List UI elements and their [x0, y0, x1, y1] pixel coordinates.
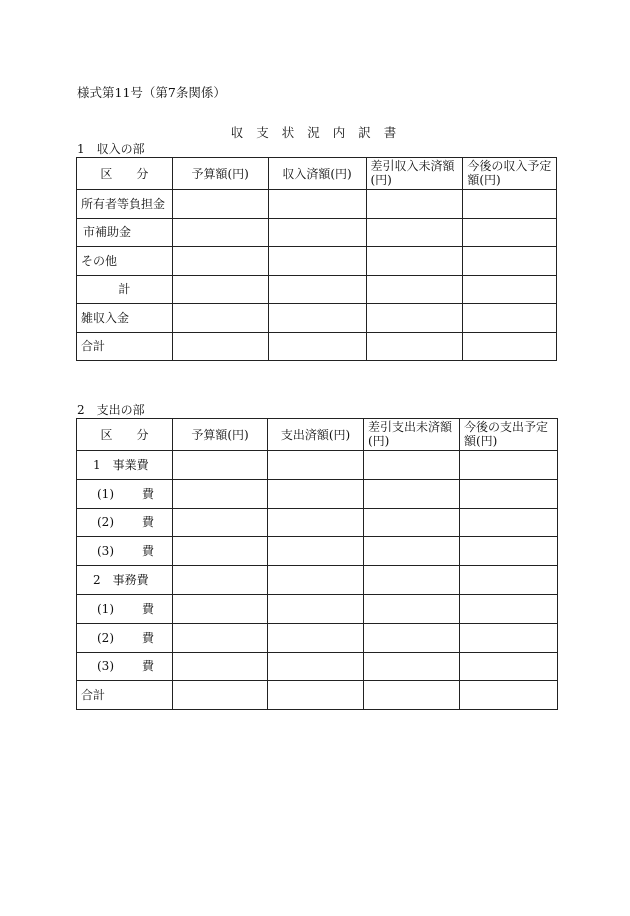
- table-row: [77, 537, 558, 566]
- input-cell[interactable]: [173, 566, 268, 595]
- input-cell[interactable]: [364, 508, 460, 537]
- income-header-row: [77, 158, 557, 190]
- header-unpaid: 差引支出未済額(円): [364, 419, 460, 451]
- input-cell[interactable]: [268, 623, 364, 652]
- input-cell[interactable]: [268, 594, 364, 623]
- input-cell[interactable]: [366, 332, 463, 361]
- row-label-subtotal: 計: [77, 275, 173, 304]
- header-category: 区 分: [77, 419, 173, 451]
- row-label-owner-burden: 所有者等負担金: [77, 190, 173, 219]
- input-cell[interactable]: [173, 508, 268, 537]
- table-row: [77, 332, 557, 361]
- income-section-heading: 1 収入の部: [77, 142, 145, 156]
- input-cell[interactable]: [268, 275, 366, 304]
- input-cell[interactable]: [268, 681, 364, 710]
- expense-header-row: [77, 419, 558, 451]
- input-cell[interactable]: [172, 304, 268, 333]
- input-cell[interactable]: [364, 479, 460, 508]
- input-cell[interactable]: [460, 623, 558, 652]
- row-label-office-cost: 2 事務費: [77, 566, 173, 595]
- table-row: [77, 451, 558, 480]
- input-cell[interactable]: [460, 451, 558, 480]
- input-cell[interactable]: [366, 218, 463, 247]
- form-number: 様式第11号（第7条関係）: [77, 85, 226, 100]
- document-title: 収支状況内訳書: [230, 125, 410, 140]
- input-cell[interactable]: [268, 479, 364, 508]
- input-cell[interactable]: [460, 566, 558, 595]
- input-cell[interactable]: [268, 652, 364, 681]
- header-uncollected: 差引収入未済額(円): [366, 158, 463, 190]
- input-cell[interactable]: [173, 623, 268, 652]
- income-table: [76, 157, 557, 361]
- row-label-office-item-2: (2) 費: [77, 623, 173, 652]
- input-cell[interactable]: [268, 247, 366, 276]
- table-row: [77, 594, 558, 623]
- input-cell[interactable]: [460, 681, 558, 710]
- table-row: [77, 190, 557, 219]
- input-cell[interactable]: [460, 594, 558, 623]
- input-cell[interactable]: [364, 681, 460, 710]
- table-row: [77, 508, 558, 537]
- input-cell[interactable]: [366, 275, 463, 304]
- expense-table: [76, 418, 558, 710]
- table-row: [77, 275, 557, 304]
- input-cell[interactable]: [460, 537, 558, 566]
- header-expected-income: 今後の収入予定額(円): [463, 158, 557, 190]
- row-label-total: 合計: [77, 681, 173, 710]
- input-cell[interactable]: [173, 594, 268, 623]
- input-cell[interactable]: [268, 218, 366, 247]
- input-cell[interactable]: [172, 218, 268, 247]
- row-label-project-cost: 1 事業費: [77, 451, 173, 480]
- input-cell[interactable]: [463, 218, 557, 247]
- input-cell[interactable]: [268, 304, 366, 333]
- input-cell[interactable]: [172, 332, 268, 361]
- input-cell[interactable]: [463, 275, 557, 304]
- table-row: [77, 479, 558, 508]
- row-label-other: その他: [77, 247, 173, 276]
- table-row: [77, 304, 557, 333]
- header-received: 収入済額(円): [268, 158, 366, 190]
- header-expected-expense: 今後の支出予定額(円): [460, 419, 558, 451]
- input-cell[interactable]: [268, 508, 364, 537]
- header-category: 区 分: [77, 158, 173, 190]
- input-cell[interactable]: [173, 479, 268, 508]
- row-label-project-item-3: (3) 費: [77, 537, 173, 566]
- row-label-office-item-3: (3) 費: [77, 652, 173, 681]
- row-label-office-item-1: (1) 費: [77, 594, 173, 623]
- input-cell[interactable]: [460, 652, 558, 681]
- table-row: [77, 652, 558, 681]
- input-cell[interactable]: [364, 451, 460, 480]
- input-cell[interactable]: [364, 594, 460, 623]
- input-cell[interactable]: [173, 451, 268, 480]
- input-cell[interactable]: [460, 479, 558, 508]
- input-cell[interactable]: [366, 190, 463, 219]
- expense-section-heading: 2 支出の部: [77, 403, 145, 417]
- input-cell[interactable]: [172, 275, 268, 304]
- input-cell[interactable]: [268, 190, 366, 219]
- input-cell[interactable]: [173, 681, 268, 710]
- header-budget: 予算額(円): [173, 419, 268, 451]
- input-cell[interactable]: [366, 247, 463, 276]
- row-label-project-item-1: (1) 費: [77, 479, 173, 508]
- input-cell[interactable]: [463, 304, 557, 333]
- header-paid: 支出済額(円): [268, 419, 364, 451]
- input-cell[interactable]: [463, 190, 557, 219]
- input-cell[interactable]: [366, 304, 463, 333]
- input-cell[interactable]: [268, 566, 364, 595]
- input-cell[interactable]: [460, 508, 558, 537]
- table-row: [77, 623, 558, 652]
- input-cell[interactable]: [172, 247, 268, 276]
- input-cell[interactable]: [463, 332, 557, 361]
- input-cell[interactable]: [268, 537, 364, 566]
- row-label-total: 合計: [77, 332, 173, 361]
- row-label-misc-income: 雑収入金: [77, 304, 173, 333]
- input-cell[interactable]: [173, 537, 268, 566]
- input-cell[interactable]: [463, 247, 557, 276]
- header-budget: 予算額(円): [172, 158, 268, 190]
- input-cell[interactable]: [268, 332, 366, 361]
- input-cell[interactable]: [268, 451, 364, 480]
- input-cell[interactable]: [364, 623, 460, 652]
- input-cell[interactable]: [364, 566, 460, 595]
- table-row: [77, 218, 557, 247]
- input-cell[interactable]: [173, 652, 268, 681]
- input-cell[interactable]: [364, 537, 460, 566]
- table-row: [77, 681, 558, 710]
- table-row: [77, 247, 557, 276]
- input-cell[interactable]: [364, 652, 460, 681]
- input-cell[interactable]: [172, 190, 268, 219]
- table-row: [77, 566, 558, 595]
- row-label-city-subsidy: 市補助金: [77, 218, 173, 247]
- row-label-project-item-2: (2) 費: [77, 508, 173, 537]
